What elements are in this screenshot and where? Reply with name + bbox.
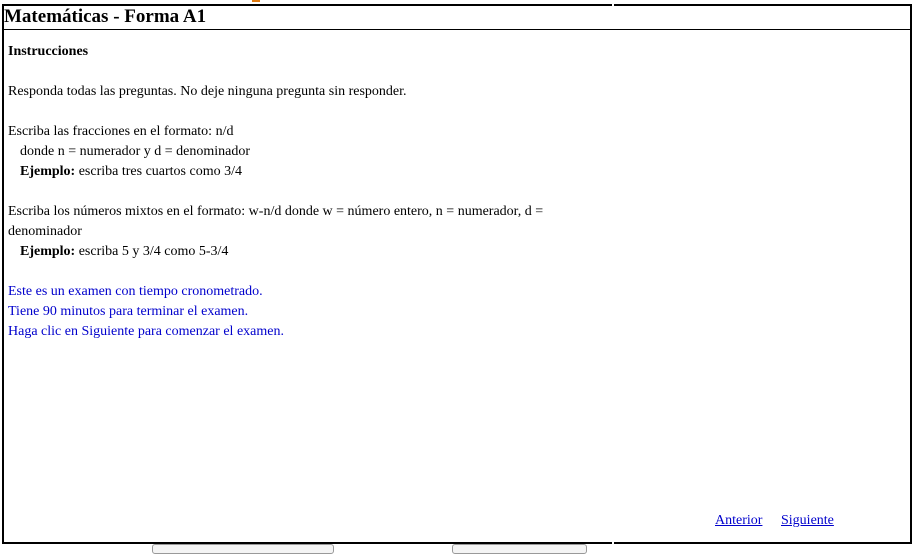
example-text: escriba 5 y 3/4 como 5-3/4 — [75, 244, 229, 259]
bottom-button[interactable] — [452, 544, 587, 554]
previous-link-wrap — [715, 513, 762, 529]
frame-split — [612, 3, 614, 7]
previous-link[interactable]: Anterior — [715, 513, 763, 528]
top-accent — [252, 0, 260, 2]
page-title: Matemáticas - Forma A1 — [4, 6, 207, 27]
next-link-wrap — [781, 513, 834, 529]
instruction-fractions — [8, 122, 578, 182]
timed-line: Este es un examen con tiempo cronometrado. — [8, 284, 263, 299]
next-link[interactable]: Siguiente — [781, 513, 834, 528]
example-label: Ejemplo: — [20, 244, 76, 259]
fractions-format: Escriba las fracciones en el formato: n/d — [8, 124, 234, 139]
timed-notice — [8, 282, 578, 342]
instruction-answer-all: Responda todas las preguntas. No deje ninguna pregunta sin responder. — [8, 84, 407, 99]
instruction-mixed-numbers — [8, 202, 578, 262]
mixed-format: Escriba los números mixtos en el formato: w-n/d donde w = número entero, n = numerador, d = denominador — [8, 204, 544, 239]
fractions-detail: donde n = numerador y d = denominador — [20, 144, 251, 159]
frame-split — [612, 539, 614, 545]
instructions-panel — [8, 42, 578, 362]
timed-line: Haga clic en Siguiente para comenzar el examen. — [8, 324, 284, 339]
example-label: Ejemplo: — [20, 164, 76, 179]
example-text: escriba tres cuartos como 3/4 — [75, 164, 242, 179]
timed-line: Tiene 90 minutos para terminar el examen. — [8, 304, 249, 319]
bottom-button[interactable] — [152, 544, 334, 554]
title-divider — [4, 29, 910, 30]
instructions-heading: Instrucciones — [8, 44, 89, 59]
